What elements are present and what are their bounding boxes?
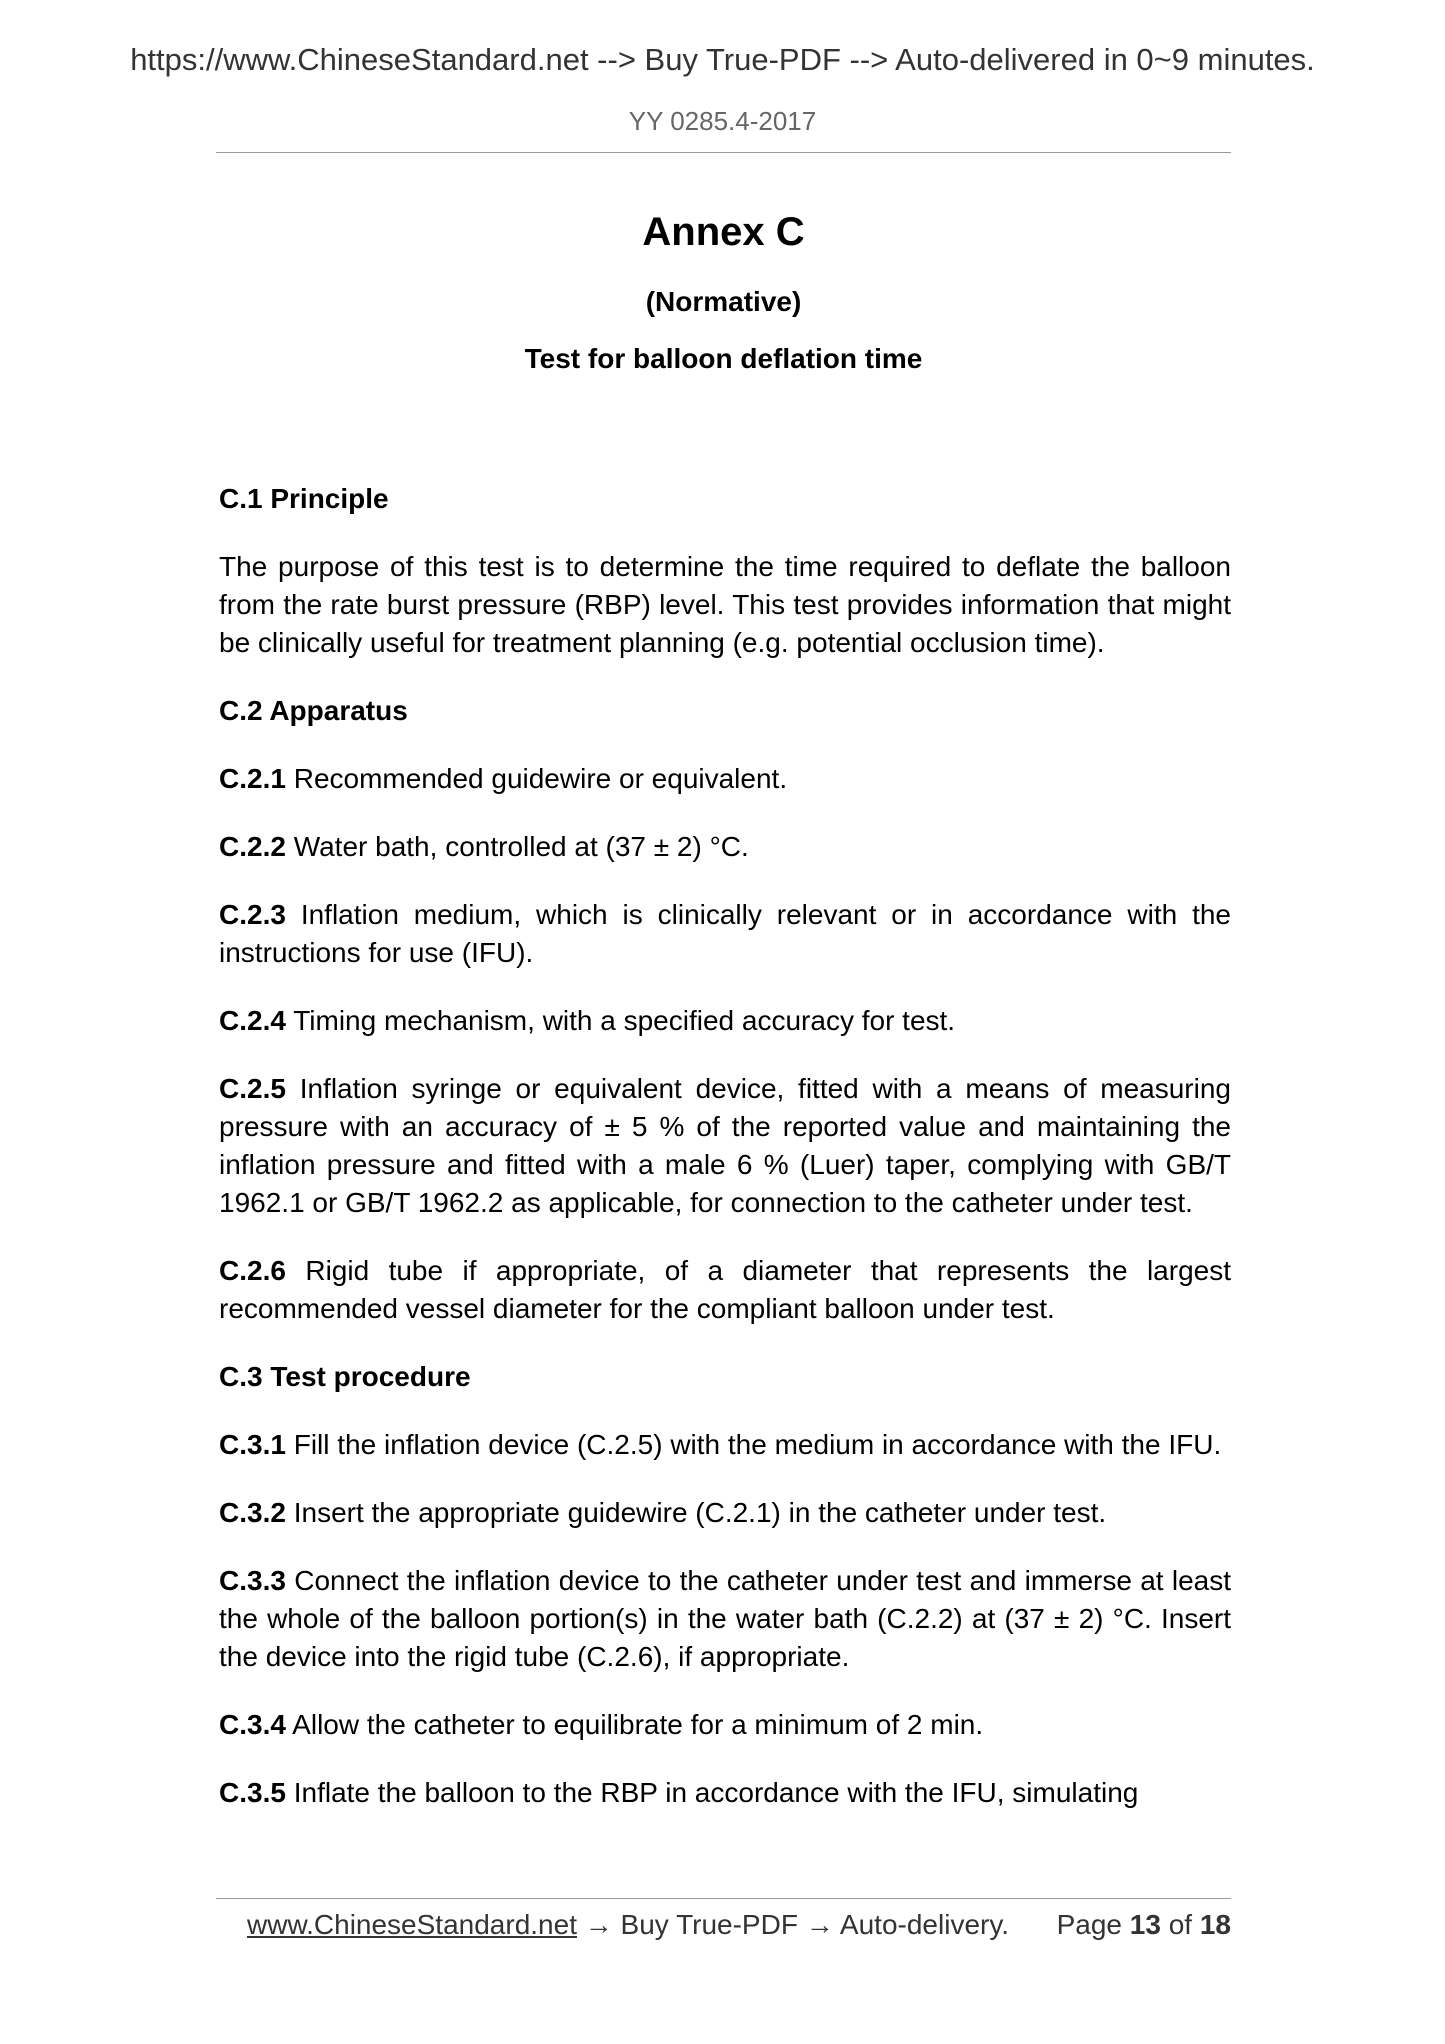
footer-text: → Buy True-PDF → Auto-delivery.	[576, 1909, 1010, 1940]
section-heading-c3: C.3 Test procedure	[219, 1361, 471, 1392]
clause-c3-4: C.3.4 Allow the catheter to equilibrate for a minimum of 2 min.	[219, 1709, 984, 1740]
clause-c2-4: C.2.4 Timing mechanism, with a specified accuracy for test.	[219, 1005, 956, 1036]
clause-c3-5: C.3.5 Inflate the balloon to the RBP in accordance with the IFU, simulating	[219, 1777, 1139, 1808]
clause-c2-2: C.2.2 Water bath, controlled at (37 ± 2) °C.	[219, 831, 749, 862]
page-footer	[247, 1905, 1231, 1945]
clause-c2-5: C.2.5 Inflation syringe or equivalent device, fitted with a means of measuring pressure with an accuracy of ± 5 % of the reported value and maintaining the inflation pressure and fitted with a male 6 % (Luer) taper, complying with GB/T 1962.1 or GB/T 1962.2 as applicable, for connection to the catheter under test.	[219, 1073, 1232, 1218]
section-heading-c2: C.2 Apparatus	[219, 695, 408, 726]
annex-name: Test for balloon deflation time	[524, 343, 923, 374]
annex-type: (Normative)	[645, 286, 802, 317]
page-number: Page 13 of 18	[1056, 1909, 1231, 1940]
top-banner: https://www.ChineseStandard.net --> Buy True-PDF --> Auto-delivered in 0~9 minutes.	[130, 42, 1315, 77]
footer-website-link[interactable]: www.ChineseStandard.net	[247, 1909, 577, 1940]
clause-c2-3: C.2.3 Inflation medium, which is clinically relevant or in accordance with the instructions for use (IFU).	[219, 899, 1231, 968]
paragraph-c1: The purpose of this test is to determine the time required to deflate the balloon from the rate burst pressure (RBP) level. This test provides information that might be clinically useful for treatment planning (e.g. potential occlusion time).	[219, 551, 1231, 658]
clause-c3-3: C.3.3 Connect the inflation device to the catheter under test and immerse at least the whole of the balloon portion(s) in the water bath (C.2.2) at (37 ± 2) °C. Insert the device into the rigid tube (C.2.6), if appropriate.	[219, 1565, 1231, 1672]
clause-c2-6: C.2.6 Rigid tube if appropriate, of a diameter that represents the largest recommended vessel diameter for the compliant balloon under test.	[219, 1255, 1231, 1324]
clause-c3-2: C.3.2 Insert the appropriate guidewire (C.2.1) in the catheter under test.	[219, 1497, 1107, 1528]
footer-divider	[216, 1898, 1231, 1899]
document-body	[219, 480, 1231, 1842]
clause-c3-1: C.3.1 Fill the inflation device (C.2.5) with the medium in accordance with the IFU.	[219, 1429, 1222, 1460]
section-heading-c1: C.1 Principle	[219, 483, 389, 514]
header-divider	[216, 152, 1231, 153]
annex-title: Annex C	[642, 210, 805, 254]
clause-c2-1: C.2.1 Recommended guidewire or equivalent.	[219, 763, 788, 794]
document-code: YY 0285.4-2017	[628, 106, 817, 136]
